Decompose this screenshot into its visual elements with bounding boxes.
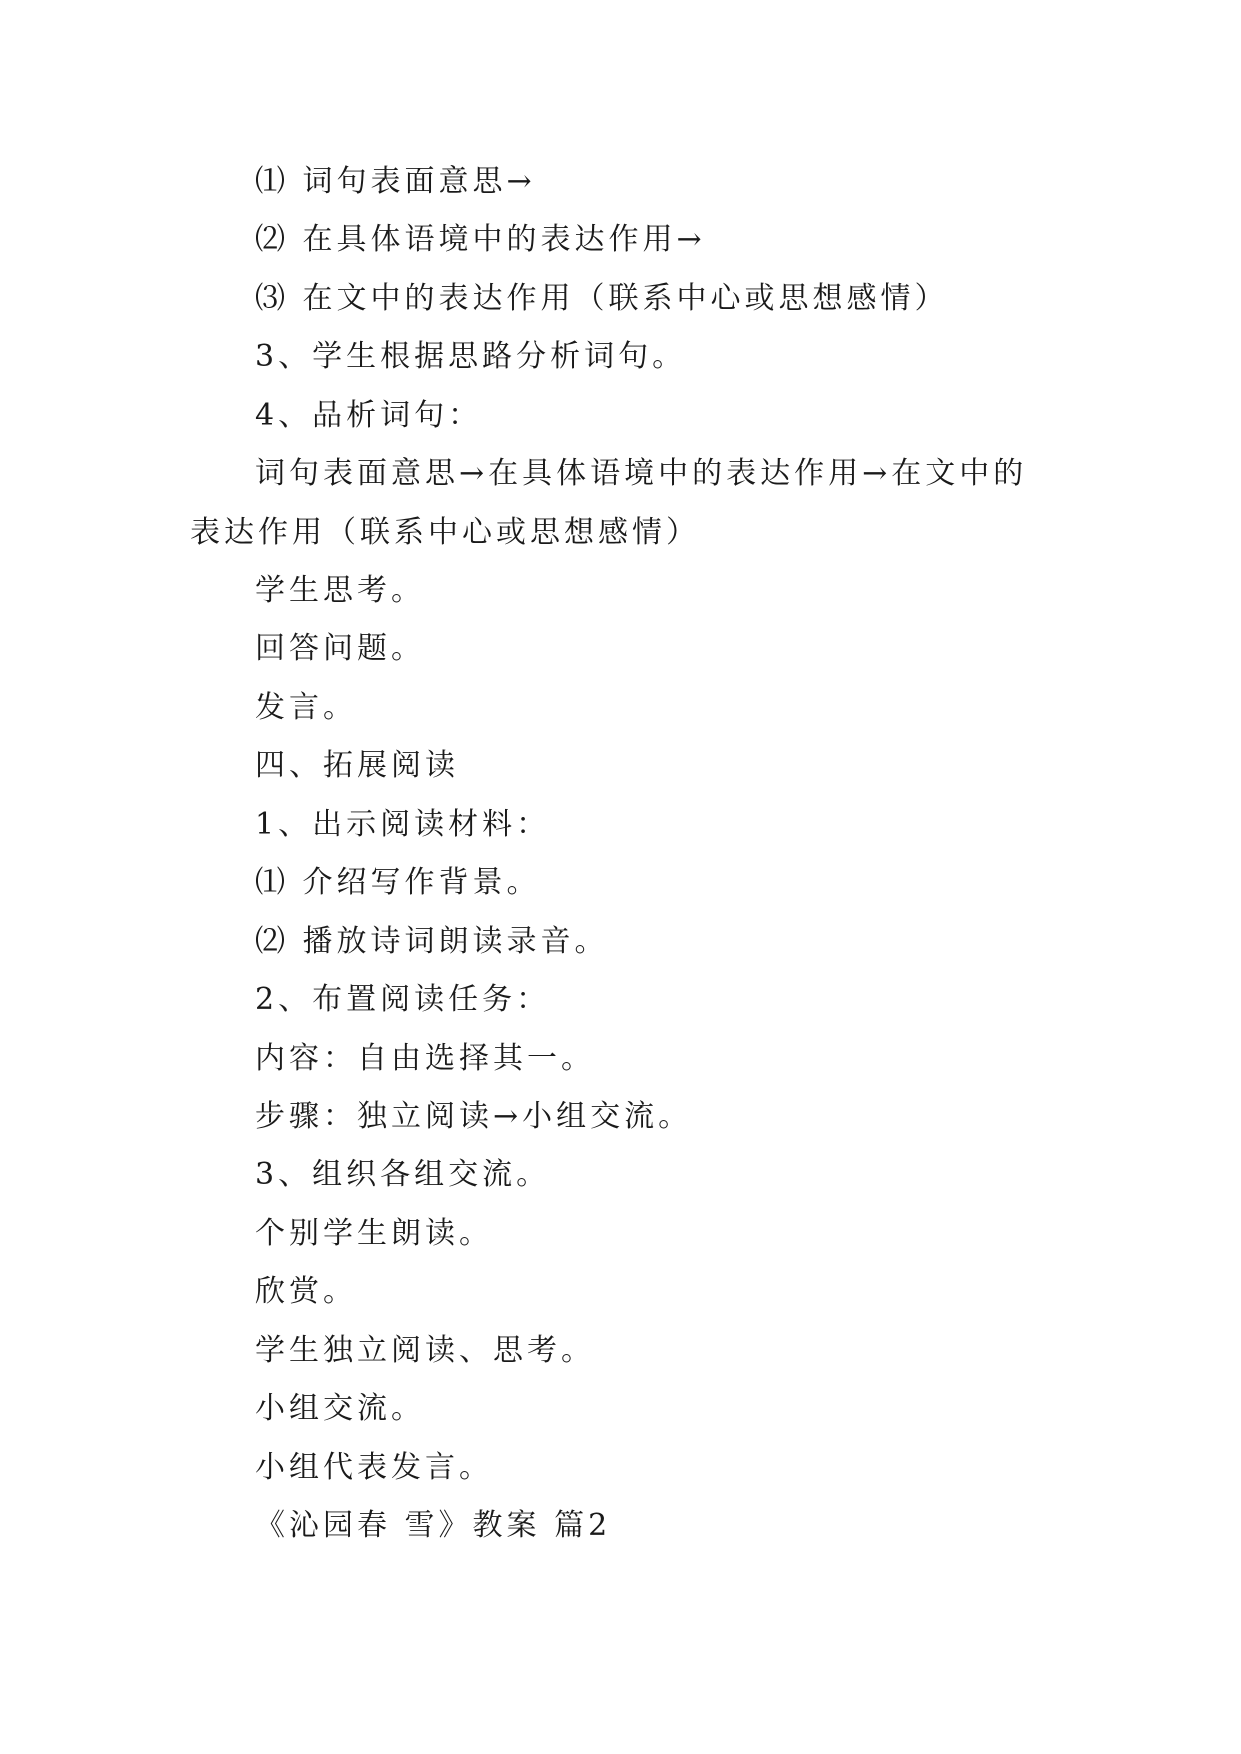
paragraph-line: 发言。 <box>255 690 357 725</box>
paragraph-line: 小组交流。 <box>255 1391 425 1426</box>
paragraph-line: 小组代表发言。 <box>255 1450 493 1485</box>
paragraph-line: 表达作用（联系中心或思想感情） <box>190 515 700 550</box>
paragraph-line: ⑶ 在文中的表达作用（联系中心或思想感情） <box>255 281 949 316</box>
paragraph-line: ⑴ 词句表面意思→ <box>255 164 536 199</box>
paragraph-line: ⑵ 播放诗词朗读录音。 <box>255 924 609 959</box>
paragraph-line: 3、学生根据思路分析词句。 <box>255 339 687 374</box>
paragraph-line: 学生思考。 <box>255 573 425 608</box>
paragraph-line: 4、品析词句： <box>255 398 483 433</box>
paragraph-line: 回答问题。 <box>255 631 425 666</box>
paragraph-line: ⑴ 介绍写作背景。 <box>255 865 541 900</box>
paragraph-line: 个别学生朗读。 <box>255 1216 493 1251</box>
paragraph-line: 内容：自由选择其一。 <box>255 1041 595 1076</box>
paragraph-line: 学生独立阅读、思考。 <box>255 1333 595 1368</box>
section-title: 《沁园春 雪》教案 篇2 <box>255 1508 612 1543</box>
paragraph-line: 2、布置阅读任务： <box>255 982 551 1017</box>
paragraph-line: 3、组织各组交流。 <box>255 1157 551 1192</box>
paragraph-line: 1、出示阅读材料： <box>255 807 551 842</box>
section-heading: 四、拓展阅读 <box>255 748 459 783</box>
paragraph-line: ⑵ 在具体语境中的表达作用→ <box>255 222 706 257</box>
paragraph-line: 词句表面意思→在具体语境中的表达作用→在文中的 <box>255 456 1028 491</box>
paragraph-line: 欣赏。 <box>255 1274 357 1309</box>
paragraph-line: 步骤：独立阅读→小组交流。 <box>255 1099 693 1134</box>
